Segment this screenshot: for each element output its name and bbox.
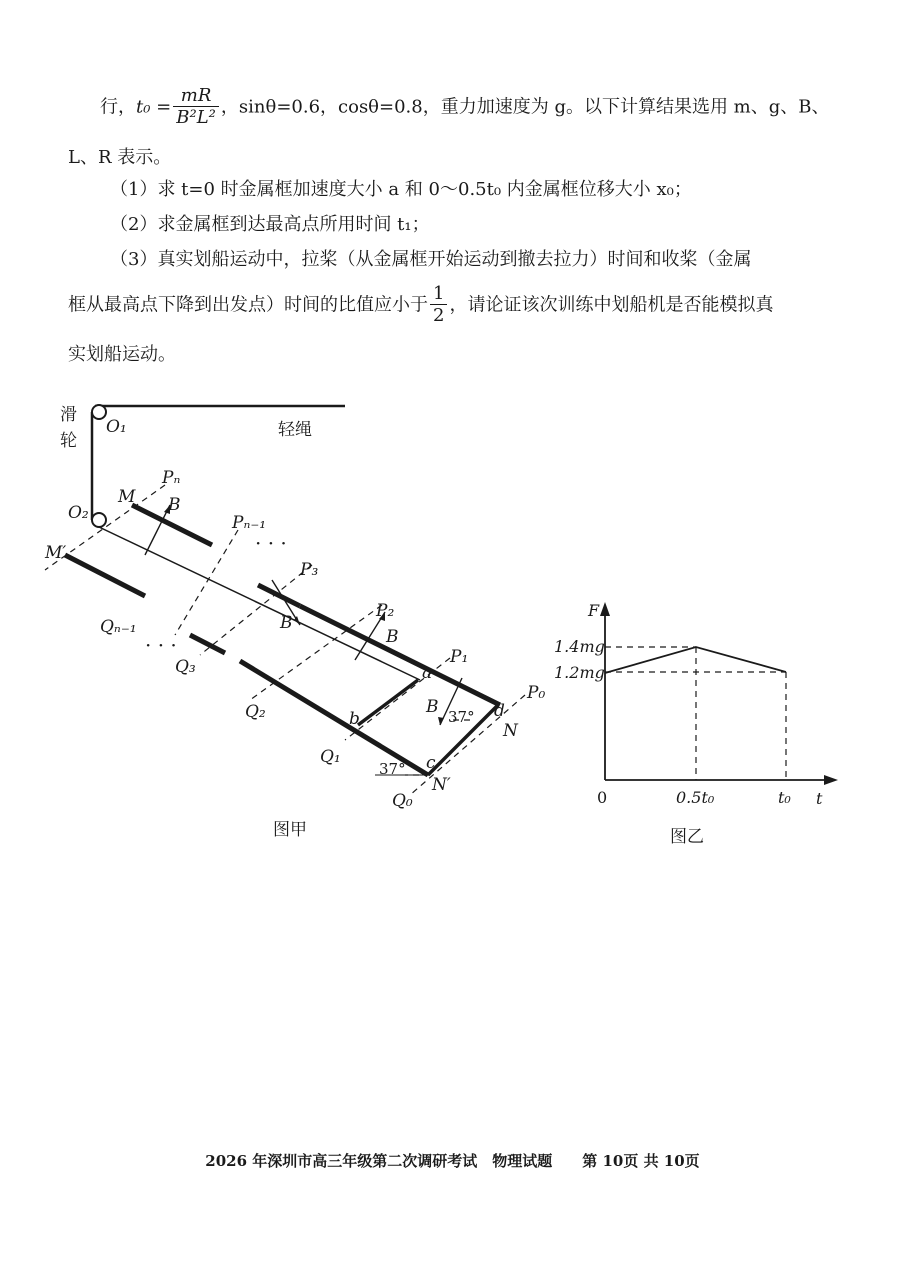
label-m: M bbox=[118, 487, 136, 507]
label-p3: P₃ bbox=[300, 560, 319, 580]
t0-numerator: mR bbox=[173, 86, 219, 107]
half-fraction bbox=[430, 284, 447, 327]
label-p1: P₁ bbox=[450, 647, 469, 667]
y-axis-label: F bbox=[588, 601, 600, 620]
half-numerator: 1 bbox=[430, 284, 447, 305]
page-footer: 2026 年深圳市高三年级第二次调研考试 物理试题 第 10页 共 10页 bbox=[205, 1152, 700, 1170]
tick-1-2mg: 1.2mg bbox=[554, 663, 605, 682]
question-3-line-3: 实划船运动。 bbox=[68, 344, 176, 365]
problem-line-1 bbox=[100, 86, 830, 129]
boundary-p3 bbox=[200, 565, 312, 655]
figure-a-diagram bbox=[0, 380, 560, 820]
label-b-3: B bbox=[386, 627, 399, 647]
label-b-4: B bbox=[426, 697, 439, 717]
label-angle-c: 37° bbox=[379, 760, 406, 778]
frame-side-ab bbox=[358, 680, 418, 725]
origin-label: 0 bbox=[597, 788, 608, 807]
t0-fraction bbox=[173, 86, 219, 129]
label-pulley-2: 轮 bbox=[60, 431, 77, 451]
tick-1-4mg: 1.4mg bbox=[554, 637, 605, 656]
upper-rail-seg-3 bbox=[300, 606, 500, 705]
label-n: N bbox=[503, 721, 518, 741]
label-pn1: Pₙ₋₁ bbox=[232, 513, 267, 533]
figure-b-caption: 图乙 bbox=[670, 827, 704, 847]
half-denominator: 2 bbox=[433, 305, 445, 326]
label-m-prime: M′ bbox=[45, 543, 67, 563]
figure-b-graph bbox=[540, 590, 850, 820]
label-angle-d: 37° bbox=[448, 708, 475, 726]
question-3-line-1: （3）真实划船运动中，拉桨（从金属框开始运动到撤去拉力）时间和收桨（金属 bbox=[110, 249, 752, 270]
label-q3: Q₃ bbox=[175, 657, 196, 677]
label-pulley-1: 滑 bbox=[60, 405, 77, 425]
y-arrowhead bbox=[600, 602, 610, 616]
tick-half-t0: 0.5t₀ bbox=[676, 788, 715, 807]
label-b-2: B bbox=[280, 613, 293, 633]
question-3-line-2 bbox=[68, 284, 773, 327]
line1-suffix: ，sinθ=0.6，cosθ=0.8，重力加速度为 g。以下计算结果选用 m、g、B、 bbox=[220, 96, 830, 118]
label-p0: P₀ bbox=[527, 683, 546, 703]
t0-symbol: t₀ = bbox=[136, 96, 172, 118]
pulley-o1 bbox=[92, 405, 106, 419]
label-rope: 轻绳 bbox=[278, 420, 312, 440]
label-b-1: B bbox=[168, 495, 181, 515]
dots-lower: · · · bbox=[145, 633, 177, 657]
label-q2: Q₂ bbox=[245, 702, 266, 722]
label-p2: P₂ bbox=[376, 601, 395, 621]
label-pn: Pₙ bbox=[162, 468, 181, 488]
label-d: d bbox=[494, 701, 505, 721]
label-o1: O₁ bbox=[106, 417, 127, 437]
problem-line-2: L、R 表示。 bbox=[68, 147, 172, 168]
q3-line2-suffix: ，请论证该次训练中划船机是否能模拟真 bbox=[449, 294, 774, 316]
figure-a-caption: 图甲 bbox=[273, 820, 307, 840]
label-a: a bbox=[422, 663, 433, 683]
tick-t0: t₀ bbox=[778, 788, 791, 807]
label-q1: Q₁ bbox=[320, 747, 341, 767]
label-c: c bbox=[426, 753, 436, 773]
lower-rail-seg-2 bbox=[190, 635, 225, 653]
q3-line2-prefix: 框从最高点下降到出发点）时间的比值应小于 bbox=[68, 294, 428, 316]
x-axis-label: t bbox=[816, 789, 823, 808]
boundary-pn1 bbox=[175, 530, 238, 635]
label-q0: Q₀ bbox=[392, 791, 413, 811]
label-n-prime: N′ bbox=[432, 775, 451, 795]
label-o2: O₂ bbox=[68, 503, 89, 523]
label-qn1: Qₙ₋₁ bbox=[100, 617, 137, 637]
question-2: （2）求金属框到达最高点所用时间 t₁； bbox=[110, 214, 430, 235]
x-arrowhead bbox=[824, 775, 838, 785]
dots-upper: · · · bbox=[255, 531, 287, 555]
label-b: b bbox=[349, 709, 360, 729]
lower-rail-seg-1 bbox=[65, 555, 145, 596]
line1-prefix: 行， bbox=[100, 96, 136, 118]
t0-denominator: B²L² bbox=[176, 107, 216, 128]
pulley-o2 bbox=[92, 513, 106, 527]
question-1: （1）求 t=0 时金属框加速度大小 a 和 0～0.5t₀ 内金属框位移大小 x₀； bbox=[110, 179, 692, 200]
